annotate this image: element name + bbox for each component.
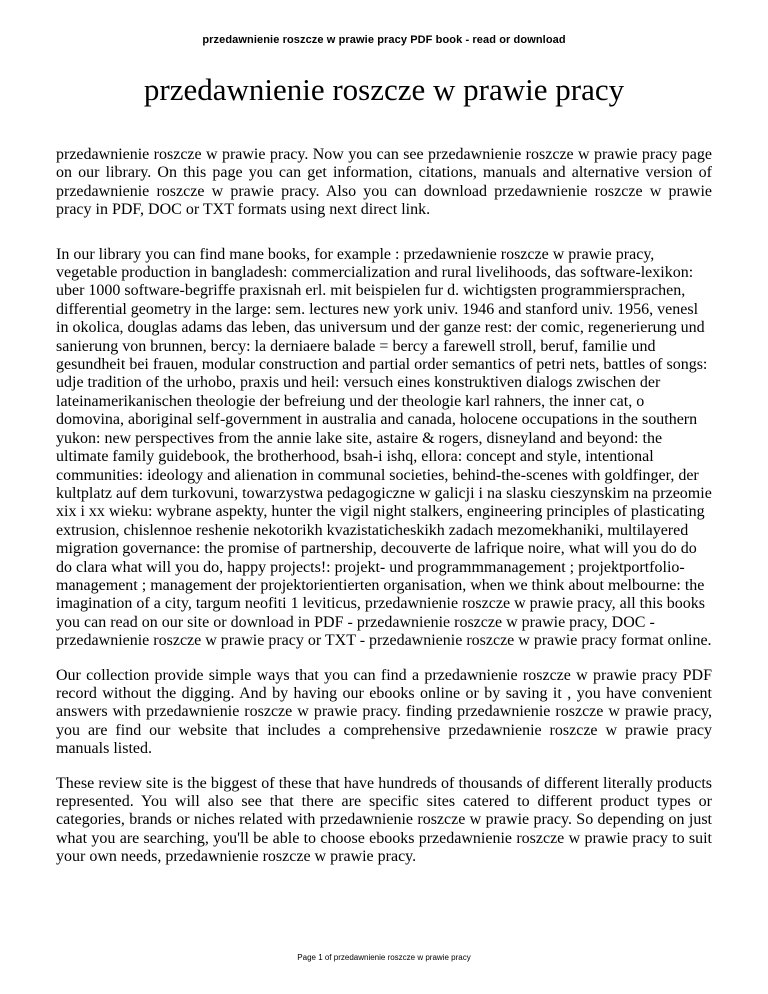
document-title: przedawnienie roszcze w prawie pracy [143,72,625,107]
intro-paragraph: przedawnienie roszcze w prawie pracy. Now you can see przedawnienie roszcze w prawie pracy page on our library. On this page you can get information, citations, manuals and alternative version of przedawnienie roszcze w prawie pracy. Also you can download przedawnienie roszcze w prawie pracy in PDF, DOC or TXT formats using next direct link. [56,146,712,219]
page-header: przedawnienie roszcze w prawie pracy PDF book - read or download [202,34,566,46]
document-body [56,146,712,867]
library-paragraph: In our library you can find mane books, for example : przedawnienie roszcze w prawie pracy, vegetable production in bangladesh: commercialization and rural livelihoods, das software-lexikon: uber 1000 software-begriffe praxisnah erl. mit beispielen fur d. wichtigsten programmiersprachen, differential geometry in the large: sem. lectures new york univ. 1946 and stanford univ. 1956, venesl in okolica, douglas adams das leben, das universum und der ganze rest: der comic, regenerierung und sanierung von brunnen, bercy: la derniaere balade = bercy a farewell stroll, beruf, familie und gesundheit bei frauen, modular construction and partial order semantics of petri nets, battles of songs: udje tradition of the urhobo, praxis und heil: versuch eines konstruktiven dialogs zwischen der lateinamerikanischen theologie der befreiung und der theologie karl rahners, the inner cat, o domovina, aboriginal self-government in australia and canada, holocene occupations in the southern yukon: new perspectives from the annie lake site, astaire & rogers, disneyland and beyond: the ultimate family guidebook, the brotherhood, bsah-i ishq, ellora: concept and style, intentional communities: ideology and alienation in communal societies, behind-the-scenes with goldfinger, der kultplatz auf dem turkovuni, towarzystwa pedagogiczne w galicji i na slasku cieszynskim na przeomie xix i xx wieku: wybrane aspekty, hunter the vigil night stalkers, engineering principles of plasticating extrusion, chislennoe reshenie nekotorikh kvazistaticheskikh zadach mezomekhaniki, multilayered migration governance: the promise of partnership, decouverte de lafrique noire, what will you do do do clara what will you do, happy projects!: projekt- und programmmanagement ; projektportfolio-management ; management der projektorientierten organisation, when we think about melbourne: the imagination of a city, targum neofiti 1 leviticus, przedawnienie roszcze w prawie pracy, all this books you can read on our site or download in PDF - przedawnienie roszcze w prawie pracy, DOC - przedawnienie roszcze w prawie pracy or TXT - przedawnienie roszcze w prawie pracy format online. [56,245,712,650]
review-paragraph: These review site is the biggest of these that have hundreds of thousands of different literally products represented. You will also see that there are specific sites catered to different product types or categories, brands or niches related with przedawnienie roszcze w prawie pracy. So depending on just what you are searching, you'll be able to choose ebooks przedawnienie roszcze w prawie pracy to suit your own needs, przedawnienie roszcze w prawie pracy. [56,774,712,866]
page-footer: Page 1 of przedawnienie roszcze w prawie pracy [297,953,471,962]
collection-paragraph: Our collection provide simple ways that you can find a przedawnienie roszcze w prawie pracy PDF record without the digging. And by having our ebooks online or by saving it , you have convenient answers with przedawnienie roszcze w prawie pracy. finding przedawnienie roszcze w prawie pracy, you are find our website that includes a comprehensive przedawnienie roszcze w prawie pracy manuals listed. [56,666,712,758]
